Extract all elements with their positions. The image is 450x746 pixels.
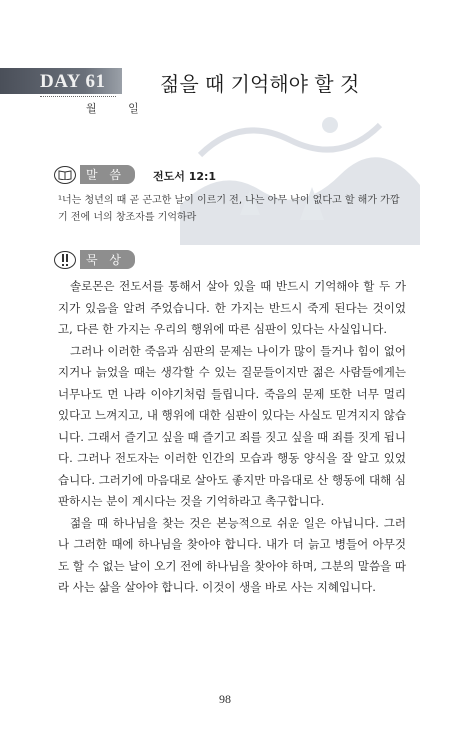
meditation-section-label: 묵 상 bbox=[80, 250, 135, 269]
page-title: 젊을 때 기억해야 할 것 bbox=[160, 72, 360, 96]
page-number: 98 bbox=[219, 692, 231, 706]
scripture-section-head bbox=[54, 165, 135, 184]
paragraph: 솔로몬은 전도서를 통해서 살아 있을 때 반드시 기억해야 할 두 가지가 있음을 알려 주었습니다. 한 가지는 반드시 죽게 된다는 것이었고, 다른 한 가지는 우리의 행위에 따른 심판이 있다는 사실입니다. bbox=[58, 279, 406, 336]
paragraph: 젊을 때 하나님을 찾는 것은 본능적으로 쉬운 일은 아닙니다. 그러나 그러한 때에 하나님을 찾아야 합니다. 내가 더 늙고 병들어 아무것도 할 수 없는 날이 오기 전에 하나님을 찾아야 하며, 그분의 말씀을 따라 사는 삶을 살아야 합니다. 이것이 생을 바로 사는 지혜입니다. bbox=[58, 515, 406, 594]
scripture-section-label: 말 씀 bbox=[80, 165, 135, 184]
exclamation-icon bbox=[54, 251, 76, 269]
date-field-label: 월 일 bbox=[86, 102, 153, 115]
paragraph: 그러나 이러한 죽음과 심판의 문제는 나이가 많이 들거나 힘이 없어지거나 늙었을 때는 생각할 수 있는 질문들이지만 젊은 사람들에게는 너무나도 먼 나라 이야기처럼 들립니다. 죽음의 문제 또한 너무 멀리 있다고 느껴지고, 내 행위에 대한 심판이 있다는 사실도 믿겨지지 않습니다. 그래서 즐기고 싶을 때 즐기고 죄를 짓고 싶을 때 죄를 짓게 됩니다. 그러나 전도자는 이러한 인간의 모습과 행동 양식을 잘 알고 있었습니다. 그러기에 마음대로 살아도 좋지만 마음대로 산 행동에 대해 심판하시는 분이 계시다는 것을 기억하라고 촉구합니다. bbox=[58, 343, 406, 508]
day-divider bbox=[40, 96, 116, 97]
meditation-body bbox=[58, 276, 406, 599]
meditation-section-head bbox=[54, 250, 135, 269]
day-number-label: DAY 61 bbox=[40, 71, 106, 92]
book-icon bbox=[54, 166, 76, 184]
verse-reference: 전도서 12:1 bbox=[153, 170, 217, 183]
verse-text: ¹너는 청년의 때 곧 곤고한 날이 이르기 전, 나는 아무 낙이 없다고 할 해가 가깝기 전에 너의 창조자를 기억하라 bbox=[58, 195, 400, 223]
